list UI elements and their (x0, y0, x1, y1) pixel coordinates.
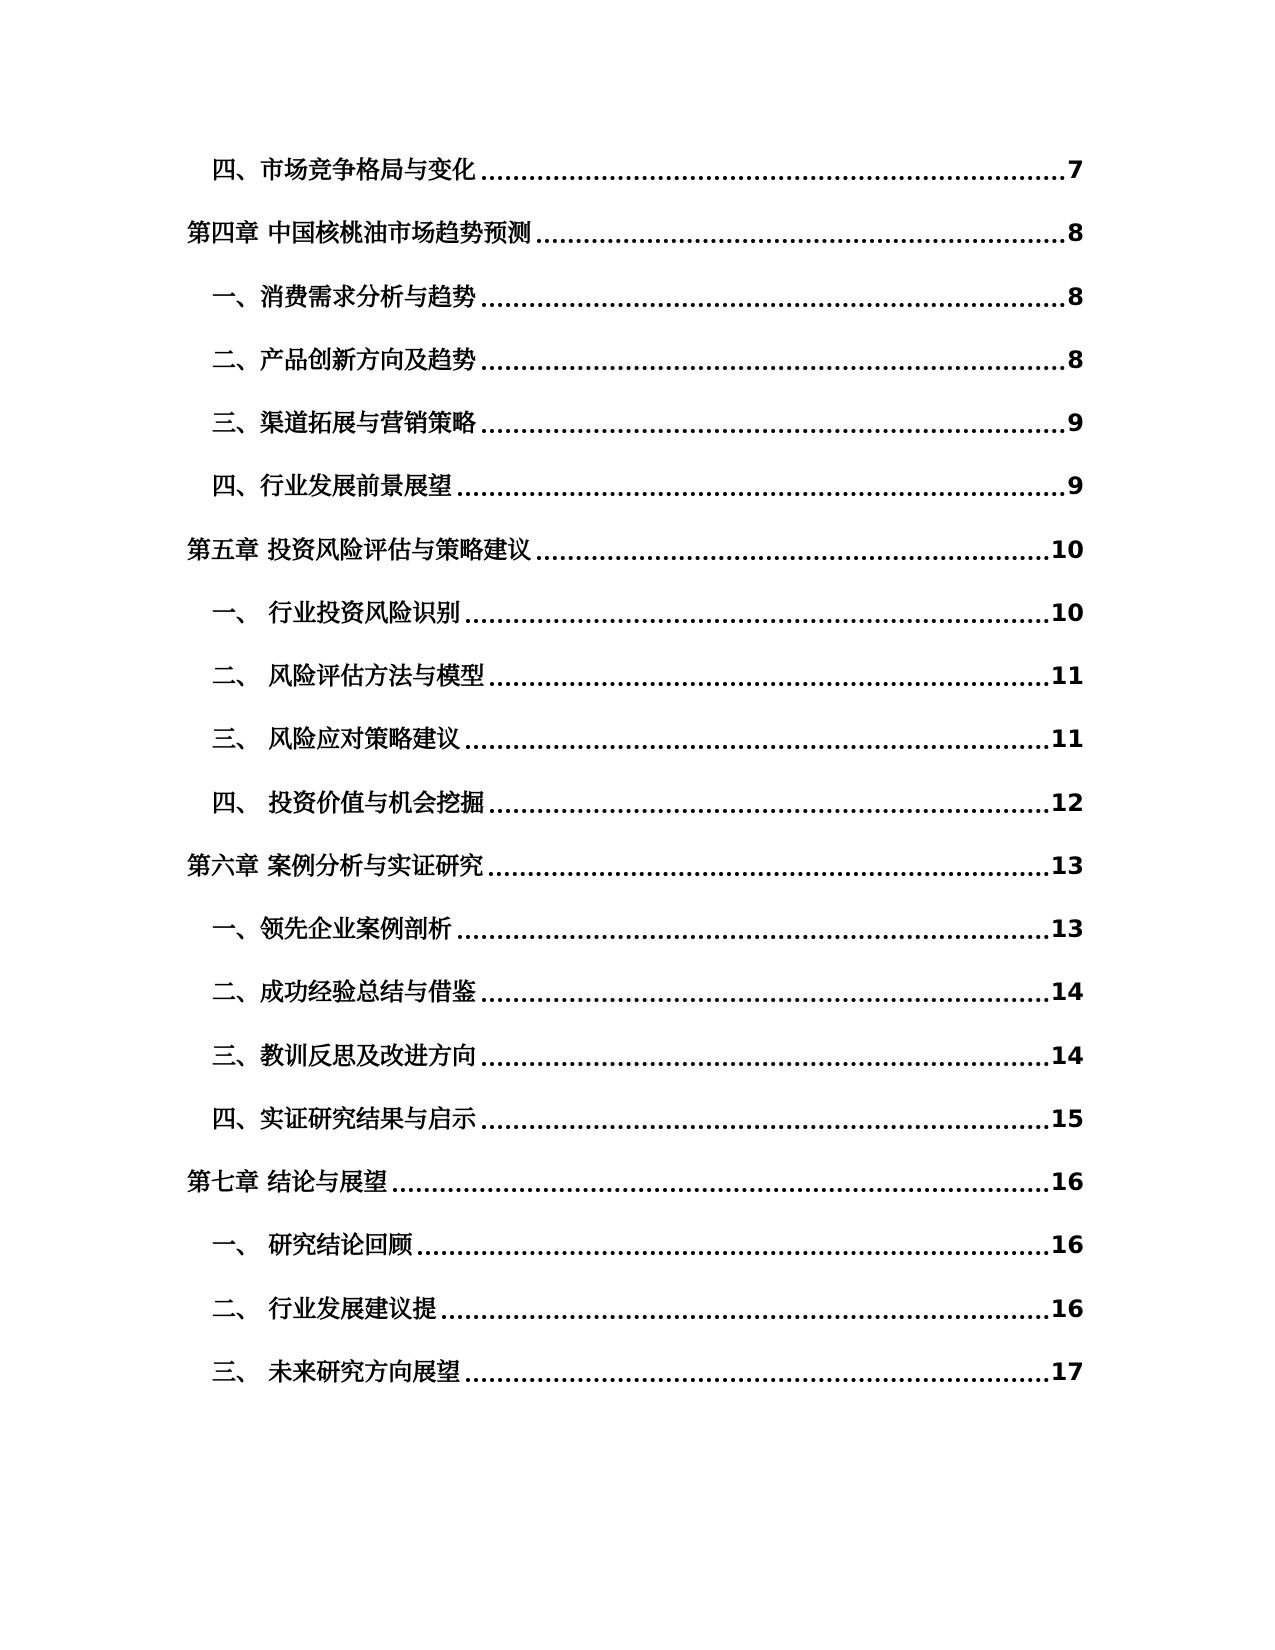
toc-section-entry[interactable] (212, 403, 1084, 443)
toc-entry-label: 二、成功经验总结与借鉴 (212, 978, 476, 1007)
toc-page-number: 13 (1050, 915, 1084, 943)
toc-chapter-entry[interactable] (187, 1162, 1084, 1202)
toc-chapter-entry[interactable] (187, 213, 1084, 253)
toc-page-number: 8 (1067, 219, 1084, 248)
toc-page-number: 16 (1050, 1168, 1084, 1196)
toc-entry-label: 一、领先企业案例剖析 (212, 915, 452, 943)
toc-dot-leader (490, 682, 1048, 686)
toc-section-entry[interactable] (212, 340, 1084, 380)
toc-page-number: 17 (1050, 1357, 1084, 1386)
toc-dot-leader (537, 556, 1048, 560)
toc-page-number: 14 (1050, 978, 1084, 1007)
toc-entry-label: 二、 行业发展建议提 (212, 1294, 437, 1323)
toc-section-entry[interactable] (212, 909, 1084, 949)
toc-entry-label: 三、 未来研究方向展望 (212, 1357, 461, 1386)
toc-section-entry[interactable] (212, 150, 1084, 190)
toc-entry-label: 第四章 中国核桃油市场趋势预测 (187, 219, 532, 248)
toc-section-entry[interactable] (212, 277, 1084, 317)
toc-dot-leader (490, 809, 1048, 813)
toc-page-number: 10 (1050, 535, 1084, 564)
toc-page-number: 14 (1050, 1041, 1084, 1070)
toc-section-entry[interactable] (212, 1225, 1084, 1265)
toc-page-number: 7 (1067, 156, 1084, 184)
toc-section-entry[interactable] (212, 1352, 1084, 1392)
toc-section-entry[interactable] (212, 1036, 1084, 1076)
toc-page-number: 11 (1050, 662, 1084, 690)
toc-page-number: 15 (1050, 1104, 1084, 1133)
toc-entry-label: 第五章 投资风险评估与策略建议 (187, 535, 532, 564)
toc-dot-leader (466, 1378, 1048, 1382)
toc-section-entry[interactable] (212, 656, 1084, 696)
toc-page-number: 8 (1067, 282, 1084, 311)
toc-page-number: 9 (1067, 472, 1084, 501)
toc-dot-leader (489, 872, 1048, 876)
toc-page-number: 13 (1050, 851, 1084, 880)
toc-section-entry[interactable] (212, 466, 1084, 506)
toc-entry-label: 第六章 案例分析与实证研究 (187, 851, 484, 880)
toc-entry-label: 三、 风险应对策略建议 (212, 725, 461, 754)
toc-dot-leader (482, 1125, 1049, 1129)
toc-dot-leader (418, 1251, 1048, 1255)
toc-section-entry[interactable] (212, 593, 1084, 633)
toc-dot-leader (482, 303, 1065, 307)
toc-dot-leader (482, 998, 1049, 1002)
toc-entry-label: 四、市场竞争格局与变化 (212, 156, 476, 184)
toc-page-number: 8 (1067, 345, 1084, 374)
toc-section-entry[interactable] (212, 783, 1084, 823)
toc-entry-label: 第七章 结论与展望 (187, 1168, 388, 1196)
toc-entry-label: 一、 行业投资风险识别 (212, 598, 461, 627)
toc-entry-label: 三、渠道拓展与营销策略 (212, 409, 476, 437)
toc-dot-leader (393, 1188, 1048, 1192)
toc-dot-leader (482, 176, 1065, 180)
toc-page-number: 10 (1050, 598, 1084, 627)
toc-entry-label: 四、行业发展前景展望 (212, 472, 452, 501)
toc-dot-leader (466, 745, 1048, 749)
toc-section-entry[interactable] (212, 1289, 1084, 1329)
toc-entry-label: 二、 风险评估方法与模型 (212, 662, 485, 690)
toc-entry-label: 三、教训反思及改进方向 (212, 1041, 476, 1070)
toc-dot-leader (482, 366, 1065, 370)
toc-entry-label: 一、消费需求分析与趋势 (212, 282, 476, 311)
toc-chapter-entry[interactable] (187, 530, 1084, 570)
toc-entry-label: 一、 研究结论回顾 (212, 1231, 413, 1260)
toc-page-number: 11 (1050, 725, 1084, 754)
toc-page-number: 12 (1050, 788, 1084, 817)
toc-dot-leader (537, 239, 1065, 243)
toc-dot-leader (442, 1315, 1048, 1319)
toc-chapter-entry[interactable] (187, 846, 1084, 886)
toc-dot-leader (482, 1062, 1049, 1066)
toc-dot-leader (458, 492, 1065, 496)
toc-entry-label: 四、实证研究结果与启示 (212, 1104, 476, 1133)
toc-entry-label: 二、产品创新方向及趋势 (212, 345, 476, 374)
toc-section-entry[interactable] (212, 972, 1084, 1012)
toc-page-number: 16 (1050, 1294, 1084, 1323)
toc-section-entry[interactable] (212, 719, 1084, 759)
toc-page-number: 16 (1050, 1231, 1084, 1260)
toc-dot-leader (466, 619, 1048, 623)
toc-dot-leader (458, 935, 1049, 939)
toc-section-entry[interactable] (212, 1099, 1084, 1139)
toc-dot-leader (482, 429, 1065, 433)
toc-entry-label: 四、 投资价值与机会挖掘 (212, 788, 485, 817)
toc-page-number: 9 (1067, 409, 1084, 437)
